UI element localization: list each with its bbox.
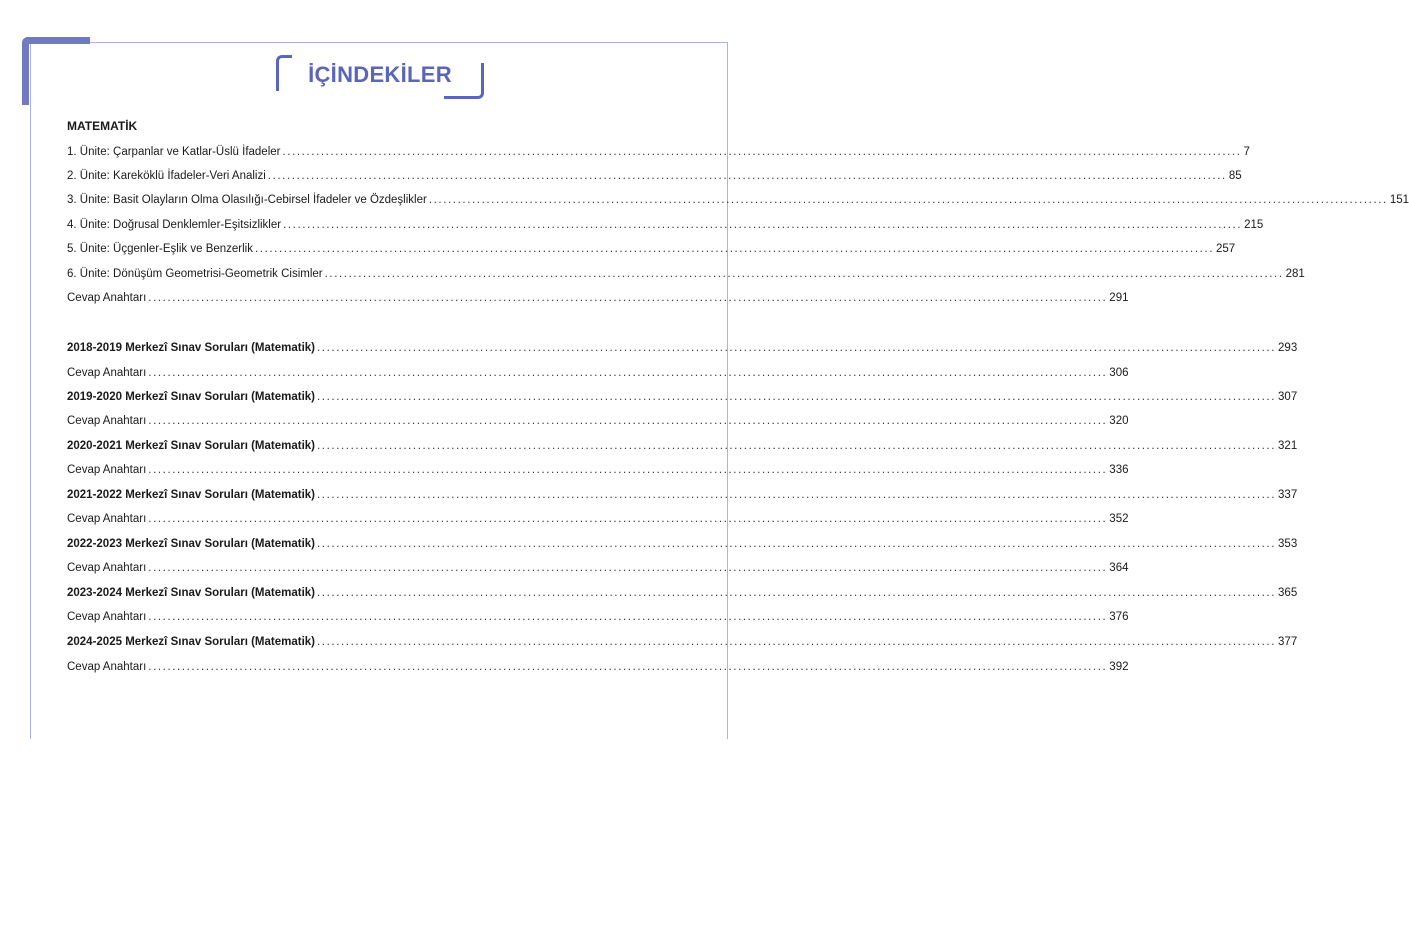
- toc-entry-label: 2024-2025 Merkezî Sınav Soruları (Matematik): [67, 636, 316, 648]
- toc-entry-label: 2020-2021 Merkezî Sınav Soruları (Matematik): [67, 440, 316, 452]
- toc-entry-label: Cevap Anahtarı: [67, 611, 147, 623]
- toc-entry-page: 353: [1278, 538, 1298, 550]
- dot-leader: ........................................................................................................................................................................................................: [255, 243, 1215, 255]
- corner-tab-decoration: [22, 37, 90, 105]
- toc-entry[interactable]: [67, 266, 1305, 282]
- dot-leader: ........................................................................................................................................................................................................: [317, 489, 1277, 501]
- toc-entry-page: 392: [1109, 661, 1129, 673]
- dot-leader: ........................................................................................................................................................................................................: [148, 611, 1108, 623]
- toc-entry[interactable]: [67, 487, 1298, 503]
- toc-entry-label: 2018-2019 Merkezî Sınav Soruları (Matematik): [67, 342, 316, 354]
- toc-entry-page: 7: [1243, 146, 1250, 158]
- toc-entry[interactable]: [67, 290, 1129, 306]
- toc-entry-label: 2019-2020 Merkezî Sınav Soruları (Matematik): [67, 391, 316, 403]
- toc-entry-page: 376: [1109, 611, 1129, 623]
- title-block: [276, 55, 484, 99]
- dot-leader: ........................................................................................................................................................................................................: [283, 219, 1243, 231]
- toc-entry-page: 321: [1278, 440, 1298, 452]
- toc-entry-label: 2022-2023 Merkezî Sınav Soruları (Matematik): [67, 538, 316, 550]
- toc-entry-label: 2. Ünite: Kareköklü İfadeler-Veri Analizi: [67, 170, 266, 182]
- dot-leader: ........................................................................................................................................................................................................: [267, 170, 1227, 182]
- toc-entry[interactable]: [67, 438, 1298, 454]
- toc-entry-label: 6. Ünite: Dönüşüm Geometrisi-Geometrik Cisimler: [67, 268, 323, 280]
- toc-entry[interactable]: [67, 144, 1250, 160]
- toc-entry-label: Cevap Anahtarı: [67, 415, 147, 427]
- dot-leader: ........................................................................................................................................................................................................: [148, 464, 1108, 476]
- toc-entry[interactable]: [67, 585, 1298, 601]
- dot-leader: ........................................................................................................................................................................................................: [148, 415, 1108, 427]
- page-title: İÇİNDEKİLER: [308, 62, 452, 87]
- toc-entry-page: 151: [1389, 194, 1409, 206]
- toc-entry-label: 1. Ünite: Çarpanlar ve Katlar-Üslü İfadeler: [67, 146, 281, 158]
- toc-entry[interactable]: [67, 413, 1129, 429]
- toc-entry-label: 4. Ünite: Doğrusal Denklemler-Eşitsizlikler: [67, 219, 282, 231]
- dot-leader: ........................................................................................................................................................................................................: [148, 661, 1108, 673]
- toc-entry[interactable]: [67, 192, 1409, 208]
- toc-entry[interactable]: [67, 536, 1298, 552]
- dot-leader: ........................................................................................................................................................................................................: [324, 268, 1284, 280]
- toc-entry-label: Cevap Anahtarı: [67, 661, 147, 673]
- dot-leader: ........................................................................................................................................................................................................: [148, 367, 1108, 379]
- toc-entry-page: 291: [1109, 292, 1129, 304]
- toc-entry-page: 377: [1278, 636, 1298, 648]
- toc-entry-page: 215: [1244, 219, 1264, 231]
- toc-entry-label: 2021-2022 Merkezî Sınav Soruları (Matematik): [67, 489, 316, 501]
- dot-leader: ........................................................................................................................................................................................................: [428, 194, 1388, 206]
- toc-entry-label: 3. Ünite: Basit Olayların Olma Olasılığı-Cebirsel İfadeler ve Özdeşlikler: [67, 194, 427, 206]
- toc-entry[interactable]: [67, 365, 1129, 381]
- toc-entry-label: 5. Ünite: Üçgenler-Eşlik ve Benzerlik: [67, 243, 253, 255]
- toc-entry-label: Cevap Anahtarı: [67, 513, 147, 525]
- toc-entry-label: 2023-2024 Merkezî Sınav Soruları (Matematik): [67, 587, 316, 599]
- toc-entry[interactable]: [67, 659, 1129, 675]
- toc-entry-page: 337: [1278, 489, 1298, 501]
- dot-leader: ........................................................................................................................................................................................................: [317, 587, 1277, 599]
- toc-entry-page: 365: [1278, 587, 1298, 599]
- toc-entry-page: 364: [1109, 562, 1129, 574]
- toc-entry-label: Cevap Anahtarı: [67, 562, 147, 574]
- dot-leader: ........................................................................................................................................................................................................: [148, 513, 1108, 525]
- dot-leader: ........................................................................................................................................................................................................: [282, 146, 1242, 158]
- toc-entry[interactable]: [67, 560, 1129, 576]
- toc-entry-page: 85: [1228, 170, 1242, 182]
- toc-entry-label: Cevap Anahtarı: [67, 292, 147, 304]
- toc-entry[interactable]: [67, 340, 1298, 356]
- dot-leader: ........................................................................................................................................................................................................: [317, 391, 1277, 403]
- dot-leader: ........................................................................................................................................................................................................: [317, 538, 1277, 550]
- toc-entry-page: 320: [1109, 415, 1129, 427]
- dot-leader: ........................................................................................................................................................................................................: [148, 292, 1108, 304]
- toc-entry-page: 307: [1278, 391, 1298, 403]
- toc-entry-label: Cevap Anahtarı: [67, 464, 147, 476]
- toc-entry[interactable]: [67, 389, 1298, 405]
- toc-entry[interactable]: [67, 168, 1242, 184]
- dot-leader: ........................................................................................................................................................................................................: [317, 342, 1277, 354]
- toc-entry-page: 306: [1109, 367, 1129, 379]
- toc-entry-page: 336: [1109, 464, 1129, 476]
- toc-entry[interactable]: [67, 609, 1129, 625]
- dot-leader: ........................................................................................................................................................................................................: [317, 440, 1277, 452]
- section-title: MATEMATİK: [67, 119, 138, 133]
- toc-entry[interactable]: [67, 634, 1298, 650]
- dot-leader: ........................................................................................................................................................................................................: [148, 562, 1108, 574]
- dot-leader: ........................................................................................................................................................................................................: [317, 636, 1277, 648]
- toc-entry-page: 281: [1285, 268, 1305, 280]
- toc-entry-label: Cevap Anahtarı: [67, 367, 147, 379]
- toc-entry-page: 257: [1216, 243, 1236, 255]
- toc-entry[interactable]: [67, 241, 1236, 257]
- toc-entry[interactable]: [67, 462, 1129, 478]
- toc-entry[interactable]: [67, 217, 1264, 233]
- toc-entry-page: 293: [1278, 342, 1298, 354]
- toc-entry-page: 352: [1109, 513, 1129, 525]
- toc-entry[interactable]: [67, 511, 1129, 527]
